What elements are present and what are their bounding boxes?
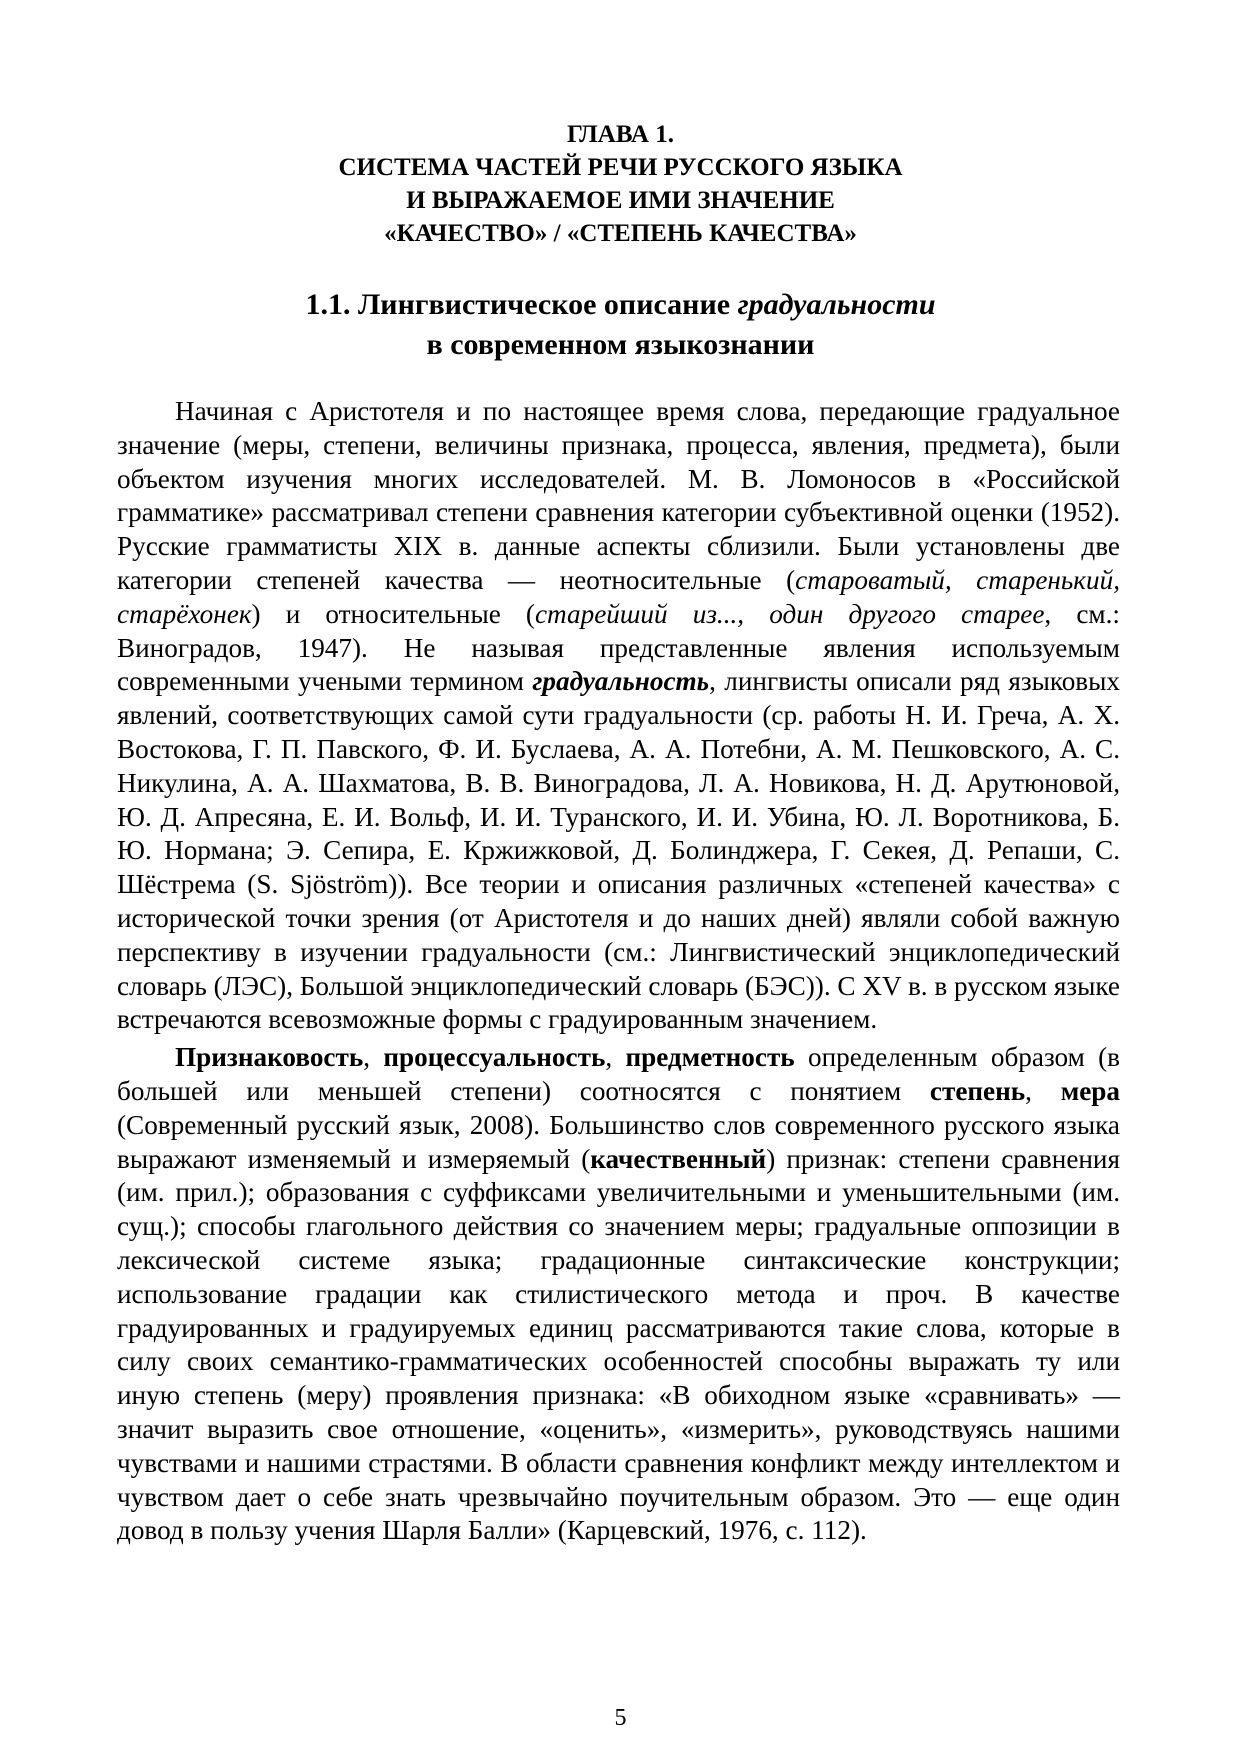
text-run: , (605, 1042, 626, 1073)
section-title-text: 1.1. Лингвистическое описание (305, 288, 738, 321)
body-text (117, 395, 1120, 1548)
chapter-title-line: «КАЧЕСТВО» / «СТЕПЕНЬ КАЧЕСТВА» (384, 220, 857, 247)
bold-term: Признаковость (175, 1042, 364, 1073)
chapter-title-line: СИСТЕМА ЧАСТЕЙ РЕЧИ РУССКОГО ЯЗЫКА (338, 154, 903, 181)
section-title-line: в современном языкознании (426, 328, 815, 361)
bold-term: качественный (590, 1143, 767, 1174)
bold-term: степень (929, 1075, 1026, 1106)
page-number: 5 (614, 1705, 627, 1731)
paragraph (117, 395, 1120, 1037)
bold-term: процессуальность (383, 1042, 606, 1073)
text-run: ) признак: степени сравнения (им. прил.); образования с суффиксами увеличительными и уменьшительными (им. сущ.); способы глагольного действия со значением меры; градуальные оппозиции в лексической системе языка; градационные синтаксические конструкции; использование градации как стилистического метода и проч. В качестве градуированных и градуируемых единиц рассматриваются такие слова, которые в силу своих семантико-грамматических особенностей способны выражать ту или иную степень (меру) проявления признака: «В обиходном языке «сравнивать» — значит выразить свое отношение, «оценить», «измерить», руководствуясь нашими чувствами и нашими страстями. В области сравнения конфликт между интеллектом и чувством дает о себе знать чрезвычайно поучительным образом. Это — еще один довод в пользу учения Шарля Балли» (Карцевский, 1976, с. 112). (117, 1143, 1120, 1546)
chapter-heading (0, 118, 1241, 250)
chapter-number: ГЛАВА 1. (567, 121, 674, 148)
bold-italic-term: градуальность (532, 666, 710, 697)
text-run: , (363, 1042, 384, 1073)
text-run: ) и относительные ( (251, 598, 535, 629)
section-heading (0, 285, 1241, 365)
chapter-title-line: И ВЫРАЖАЕМОЕ ИМИ ЗНАЧЕНИЕ (406, 187, 835, 214)
italic-example: староватый, старенький, старёхонек (117, 564, 1120, 629)
text-run: (Современный русский язык, 2008). Большинство слов современного русского языка выражают изменяемый и измеряемый ( (117, 1109, 1120, 1174)
section-title-line (0, 285, 1241, 325)
bold-term: мера (1060, 1075, 1121, 1106)
section-title-italic: градуальности (737, 288, 936, 321)
bold-term: предметность (625, 1042, 795, 1073)
text-run: , лингвисты описали ряд языковых явлений, соответствующих самой сути градуальности (ср. работы Н. И. Греча, А. Х. Востокова, Г. П. Павского, Ф. И. Буслаева, А. А. Потебни, А. М. Пешковского, А. С. Никулина, А. А. Шахматова, В. В. Виноградова, Л. А. Новикова, Н. Д. Арутюновой, Ю. Д. Апресяна, Е. И. Вольф, И. И. Туранского, И. И. Убина, Ю. Л. Воротникова, Б. Ю. Нормана; Э. Сепира, Е. Кржижковой, Д. Болинджера, Г. Секея, Д. Репаши, С. Шёстрема (S. Sjöström)). Все теории и описания различных «степеней качества» с исторической точки зрения (от Аристотеля и до наших дней) являли собой важную перспективу в изучении градуальности (см.: Лингвистический энциклопедический словарь (ЛЭС), Большой энциклопедический словарь (БЭС)). С XV в. в русском языке встречаются всевозможные формы с градуированным значением. (117, 666, 1120, 1035)
italic-example: старейший из..., один другого старее (534, 598, 1045, 629)
text-run: , (1025, 1075, 1061, 1106)
text-run: Начиная с Аристотеля и по настоящее время слова, передающие градуальное значение (меры, степени, величины признака, процесса, явления, предмета), были объектом изучения многих исследователей. М. В. Ломоносов в «Российской грамматике» рассматривал степени сравнения категории субъективной оценки (1952). Русские грамматисты XIX в. данные аспекты сблизили. Были установлены две категории степеней качества — неотносительные ( (117, 396, 1120, 595)
text-run: , см.: Виноградов, 1947). Не называя представленные явления используемым современными учеными термином (117, 598, 1120, 697)
text-run: определенным образом (в большей или меньшей степени) соотносятся с понятием (117, 1042, 1121, 1106)
paragraph (117, 1041, 1120, 1548)
